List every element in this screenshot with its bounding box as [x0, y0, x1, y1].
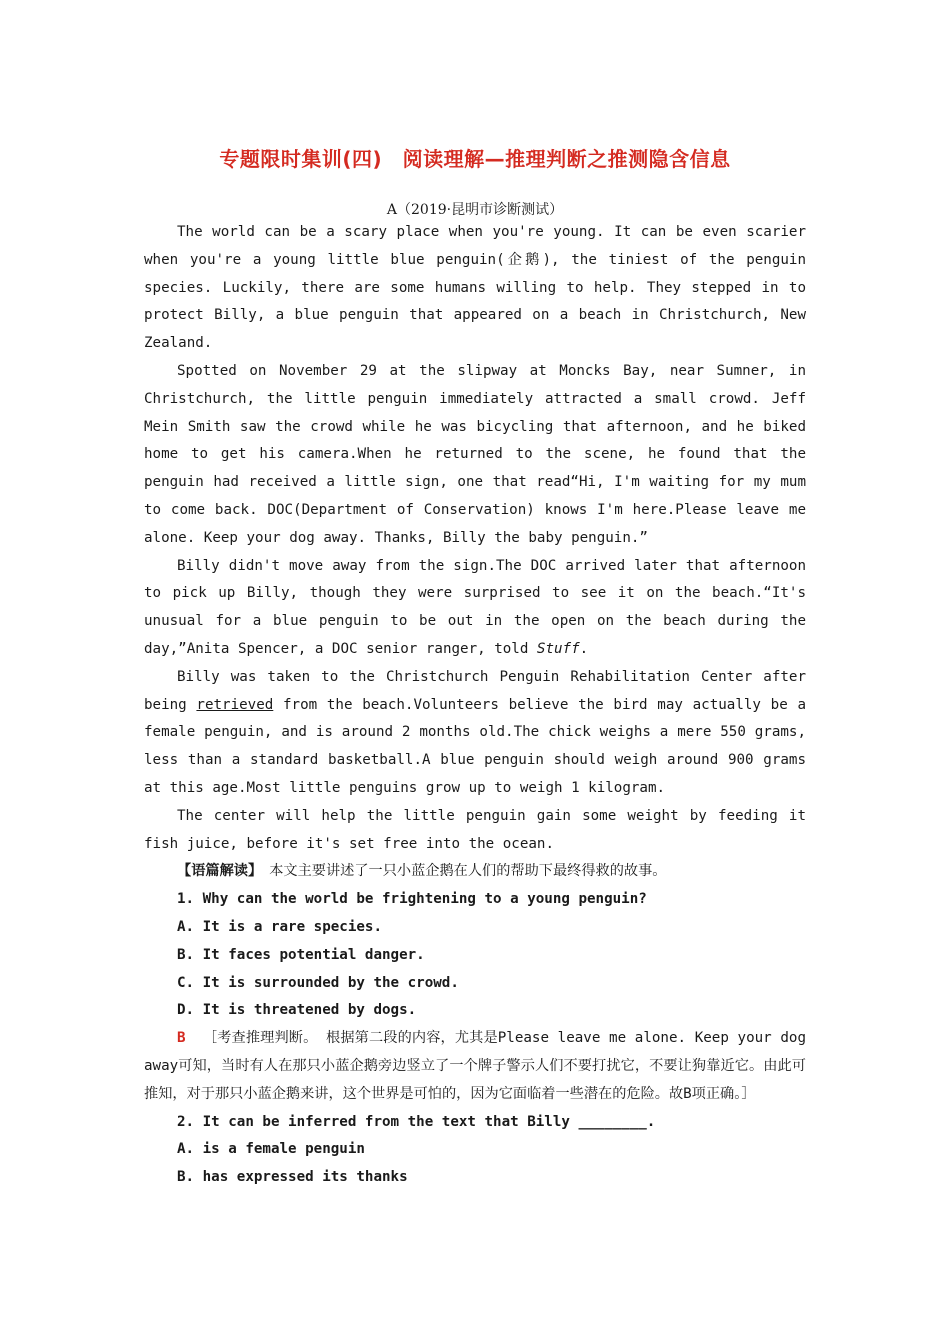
passage-paragraph-4 [144, 664, 806, 803]
question-2-option-b: B. has expressed its thanks [177, 1169, 408, 1186]
question-1-option-d: D. It is threatened by dogs. [177, 1002, 417, 1019]
underlined-word: retrieved [196, 696, 274, 713]
question-1-stem: 1. Why can the world be frightening to a young penguin? [177, 891, 647, 908]
analysis-text: ［考查推理判断。 根据第二段的内容，尤其是Please leave me alone. Keep your dog away可知，当时有人在那只小蓝企鹅旁边竖立了一个牌子警示人们不要打扰它，不要让狗靠近它。由此可推知，对于那只小蓝企鹅来讲，这个世界是可怕的，因为它面临着一些潜在的危险。故B项正确。］ [144, 1030, 806, 1102]
question-1-option-a: A. It is a rare species. [177, 918, 382, 935]
passage-source: A（2019·昆明市诊断测试） [386, 202, 564, 218]
question-1-option-b: B. It faces potential danger. [177, 946, 425, 963]
question-2-stem: 2. It can be inferred from the text that Billy ________. [177, 1113, 656, 1130]
paragraph-text: . [579, 640, 589, 657]
paragraph-text: Billy didn't move away from the sign.The DOC arrived later that afternoon to pick up Billy, though they were surprised to see it on the beach.“It's unusual for a blue penguin to be out in the open on the beach during the day,”Anita Spencer, a DOC senior ranger, told [144, 557, 806, 657]
passage-paragraph-2: Spotted on November 29 at the slipway at Moncks Bay, near Sumner, in Christchurch, the little penguin immediately attracted a small crowd. Jeff Mein Smith saw the crowd while he was bicycling that afternoon, and he biked home to get his camera.When he returned to the scene, he found that the penguin had received a little sign, one that read“Hi, I'm waiting for my mum to come back. DOC(Department of Conservation) knows I'm here.Please leave me alone. Keep your dog away. Thanks, Billy the baby penguin.” [144, 362, 806, 546]
paragraph-text: from the beach.Volunteers believe the bird may actually be a female penguin, and is around 2 months old.The chick weighs a mere 550 grams, less than a standard basketball.A blue penguin should weigh around 900 grams at this age.Most little penguins grow up to weigh 1 kilogram. [144, 696, 806, 796]
discourse-note [177, 858, 806, 886]
passage-paragraph-5: The center will help the little penguin gain some weight by feeding it fish juice, before it's set free into the ocean. [144, 807, 806, 852]
paragraph-text: Billy was taken to the Christchurch Penguin Rehabilitation Center after being [144, 668, 806, 713]
question-2-option-a: A. is a female penguin [177, 1141, 365, 1158]
page-title: 专题限时集训(四) 阅读理解—推理判断之推测隐含信息 [219, 147, 731, 171]
note-text: 本文主要讲述了一只小蓝企鹅在人们的帮助下最终得救的故事。 [255, 863, 667, 880]
passage-paragraph-3 [144, 553, 806, 664]
passage-paragraph-1: The world can be a scary place when you're young. It can be even scarier when you're a young little blue penguin(企鹅), the tiniest of the penguin species. Luckily, there are some humans willing to help. They stepped in to protect Billy, a blue penguin that appeared on a beach in Christchurch, New Zealand. [144, 224, 806, 352]
document-body [144, 219, 806, 1192]
question-1-option-c: C. It is surrounded by the crowd. [177, 974, 459, 991]
note-label: 【语篇解读】 [177, 863, 256, 880]
question-1-answer: B [177, 1030, 186, 1047]
publication-name: Stuff [536, 640, 580, 657]
question-1-analysis [144, 1025, 806, 1108]
